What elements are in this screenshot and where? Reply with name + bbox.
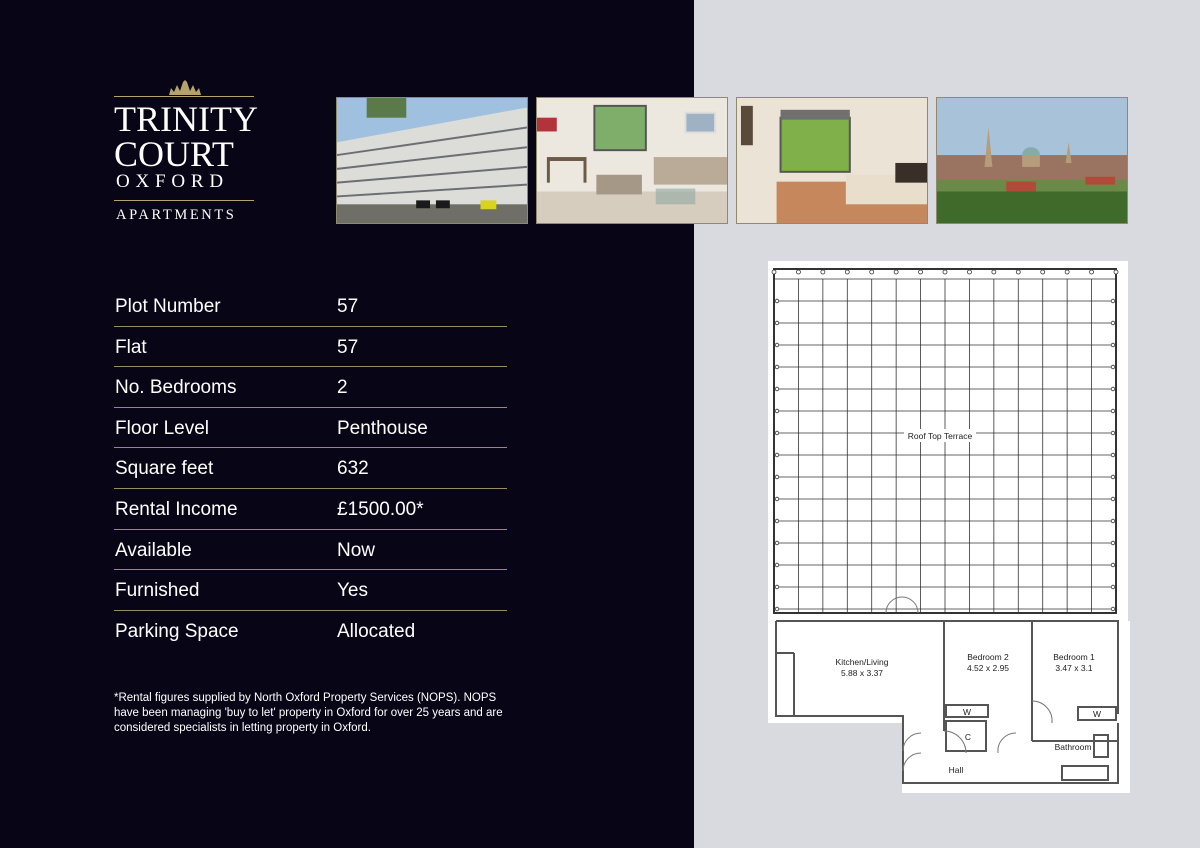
spec-label: Available xyxy=(115,539,192,561)
bedroom-2-size: 4.52 x 2.95 xyxy=(966,663,1010,673)
balustrade-post xyxy=(1111,519,1115,523)
spec-row-flat xyxy=(114,327,507,368)
balustrade-post xyxy=(775,387,779,391)
balustrade-post xyxy=(1111,563,1115,567)
balustrade-post xyxy=(775,563,779,567)
balustrade-post xyxy=(1111,497,1115,501)
balustrade-post xyxy=(1111,453,1115,457)
building-exterior-photo xyxy=(336,97,528,224)
balustrade-post xyxy=(1016,270,1020,274)
balustrade-post xyxy=(992,270,996,274)
spec-value: 632 xyxy=(337,458,369,480)
balustrade-post xyxy=(870,270,874,274)
balustrade-post xyxy=(1111,541,1115,545)
balustrade-post xyxy=(775,519,779,523)
spec-value: 57 xyxy=(337,296,359,317)
spec-row-available xyxy=(114,530,507,571)
logo-rule-top xyxy=(114,96,254,97)
spec-row-plot-number xyxy=(114,286,507,327)
balustrade-post xyxy=(919,270,923,274)
balustrade-post xyxy=(775,541,779,545)
logo-line-trinity: TRINITY xyxy=(114,99,258,139)
spec-row-furnished xyxy=(114,570,507,611)
bedroom-photo xyxy=(736,97,928,224)
balustrade-post xyxy=(1111,475,1115,479)
cupboard-label: C xyxy=(964,732,972,742)
balustrade-post xyxy=(775,497,779,501)
wardrobe-label: W xyxy=(962,707,972,717)
spec-value: Allocated xyxy=(337,620,416,642)
balustrade-post xyxy=(1065,270,1069,274)
balustrade-post xyxy=(775,431,779,435)
wardrobe-label: W xyxy=(1092,709,1102,719)
balustrade-post xyxy=(821,270,825,274)
spec-row-parking xyxy=(114,611,507,652)
bedroom-1-label: Bedroom 1 xyxy=(1053,652,1095,662)
balustrade-post xyxy=(775,299,779,303)
balustrade-post xyxy=(775,343,779,347)
trinity-court-logo xyxy=(114,80,256,230)
logo-rule-bottom xyxy=(114,200,254,201)
bathroom-label: Bathroom xyxy=(1054,742,1092,752)
logo-line-apartments: APARTMENTS xyxy=(116,207,237,223)
balustrade-post xyxy=(1090,270,1094,274)
spec-label: Parking Space xyxy=(115,620,239,642)
kitchen-label: Kitchen/Living xyxy=(835,657,889,667)
balustrade-post xyxy=(1041,270,1045,274)
balustrade-post xyxy=(1111,607,1115,611)
balustrade-post xyxy=(845,270,849,274)
spec-value: 57 xyxy=(337,336,359,358)
balustrade-post xyxy=(1111,365,1115,369)
spec-row-floor-level xyxy=(114,408,507,449)
balustrade-post xyxy=(775,475,779,479)
balustrade-post xyxy=(775,453,779,457)
logo-line-oxford: OXFORD xyxy=(116,171,229,192)
balustrade-post xyxy=(1111,387,1115,391)
balustrade-post xyxy=(1111,409,1115,413)
spec-label: Flat xyxy=(115,336,147,358)
balustrade-post xyxy=(1111,431,1115,435)
balustrade-post xyxy=(775,607,779,611)
spec-value: Now xyxy=(337,539,376,561)
spec-label: Rental Income xyxy=(115,498,238,520)
spec-value: Penthouse xyxy=(337,417,428,439)
balustrade-post xyxy=(796,270,800,274)
spec-label: Square feet xyxy=(115,458,214,480)
rental-footnote: *Rental figures supplied by North Oxford Property Services (NOPS). NOPS have been managing 'buy to let' property in Oxford for over 25 years and are considered specialists in letting property in Oxford. xyxy=(114,692,503,734)
balustrade-post xyxy=(967,270,971,274)
balustrade-post xyxy=(1114,270,1118,274)
balustrade-post xyxy=(775,585,779,589)
spec-label: Furnished xyxy=(115,580,200,602)
bedroom-2-label: Bedroom 2 xyxy=(967,652,1009,662)
hall-label: Hall xyxy=(948,765,964,775)
balustrade-post xyxy=(943,270,947,274)
terrace-label: Roof Top Terrace xyxy=(907,431,973,441)
balustrade-post xyxy=(775,321,779,325)
balustrade-post xyxy=(1111,585,1115,589)
spec-label: Plot Number xyxy=(115,296,221,317)
spec-row-square-feet xyxy=(114,448,507,489)
oxford-skyline-photo xyxy=(936,97,1128,224)
logo-line-court: COURT xyxy=(114,134,234,174)
spec-value: 2 xyxy=(337,377,348,399)
balustrade-post xyxy=(894,270,898,274)
spec-row-bedrooms xyxy=(114,367,507,408)
floorplan xyxy=(766,261,1130,793)
balustrade-post xyxy=(775,409,779,413)
spec-row-rental-income xyxy=(114,489,507,530)
balustrade-post xyxy=(775,365,779,369)
spec-value: Yes xyxy=(337,580,368,602)
crown-icon xyxy=(168,80,202,96)
kitchen-size: 5.88 x 3.37 xyxy=(840,668,884,678)
living-room-photo xyxy=(536,97,728,224)
bedroom-1-size: 3.47 x 3.1 xyxy=(1055,663,1093,673)
spec-label: Floor Level xyxy=(115,417,209,439)
balustrade-post xyxy=(1111,343,1115,347)
spec-value: £1500.00* xyxy=(337,498,424,520)
spec-label: No. Bedrooms xyxy=(115,377,237,399)
balustrade-post xyxy=(1111,321,1115,325)
balustrade-post xyxy=(1111,299,1115,303)
balustrade-post xyxy=(772,270,776,274)
property-spec-table xyxy=(114,286,507,651)
